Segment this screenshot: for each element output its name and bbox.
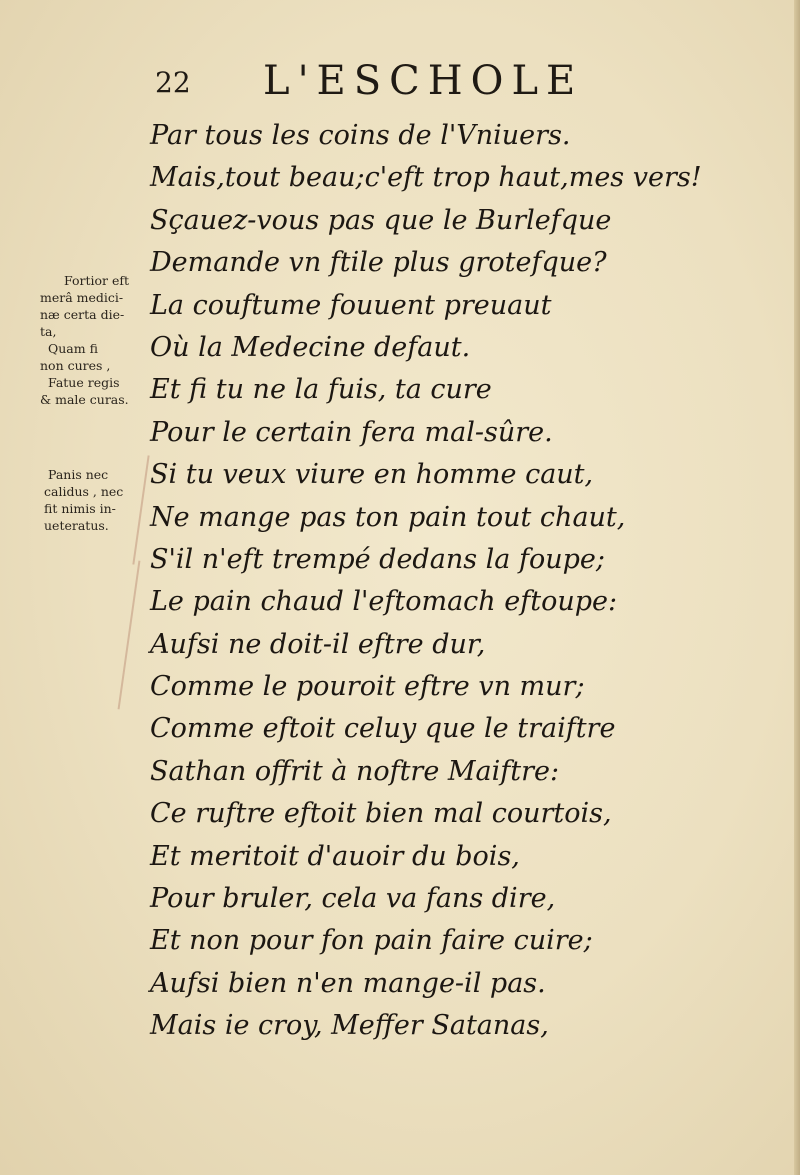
verse-line: S'il n'eft trempé dedans la foupe;: [150, 543, 605, 575]
verse-line: Aufsi ne doit-il eftre dur,: [150, 628, 486, 660]
margin-note-line: ta,: [40, 324, 57, 339]
page-edge: [794, 0, 800, 1175]
verse-line: Le pain chaud l'eftomach eftoupe:: [150, 586, 618, 618]
margin-note-line: & male curas.: [40, 392, 129, 407]
verse-line: Et meritoit d'auoir du bois,: [150, 840, 520, 872]
poem-text: [150, 115, 702, 1048]
margin-note-line: fit nimis in-: [44, 501, 116, 516]
verse-line: Pour le certain fera mal-sûre.: [150, 416, 553, 448]
margin-note-line: non cures ,: [40, 358, 111, 373]
margin-note-line: ueteratus.: [44, 518, 109, 533]
verse-line: Sathan offrit à noftre Maiftre:: [150, 755, 560, 787]
verse-line: Sçauez-vous pas que le Burlefque: [150, 204, 612, 236]
verse-line: Ce ruftre eftoit bien mal courtois,: [150, 798, 612, 830]
verse-line: Si tu veux viure en homme caut,: [150, 459, 594, 491]
margin-ink-mark: [118, 561, 141, 710]
margin-note-line: calidus , nec: [44, 484, 124, 499]
verse-line: Ne mange pas ton pain tout chaut,: [150, 501, 626, 533]
margin-note-line: Quam fi: [48, 341, 98, 356]
page-header: [155, 58, 615, 108]
verse-line: La couftume fouuent preuaut: [150, 289, 552, 321]
verse-line: Et non pour fon pain faire cuire;: [150, 925, 593, 957]
margin-note-line: merâ medici-: [40, 290, 124, 305]
margin-note-line: Fatue regis: [48, 375, 120, 390]
verse-line: Mais,tout beau;c'eft trop haut,mes vers!: [150, 162, 702, 194]
margin-note-line: næ certa die-: [40, 307, 125, 322]
page-number: 22: [155, 66, 191, 99]
verse-line: Aufsi bien n'en mange-il pas.: [150, 967, 546, 999]
verse-line: Comme le pouroit eftre vn mur;: [150, 671, 585, 703]
margin-note-line: Panis nec: [48, 467, 109, 482]
verse-line: Comme eftoit celuy que le traiftre: [150, 713, 616, 745]
margin-note-medicine: [40, 272, 129, 408]
margin-note-line: Fortior eft: [64, 273, 130, 288]
verse-line: Et fi tu ne la fuis, ta cure: [150, 374, 492, 406]
verse-line: Mais ie croy, Meffer Satanas,: [150, 1010, 549, 1042]
verse-line: Par tous les coins de l'Vniuers.: [150, 120, 571, 151]
verse-line: Où la Medecine defaut.: [150, 331, 471, 363]
running-title: L'ESCHOLE: [263, 58, 584, 104]
verse-line: Demande vn ftile plus grotefque?: [150, 247, 607, 279]
margin-note-bread: [44, 466, 123, 534]
verse-line: Pour bruler, cela va fans dire,: [150, 883, 556, 915]
margin-ink-mark: [132, 455, 149, 564]
